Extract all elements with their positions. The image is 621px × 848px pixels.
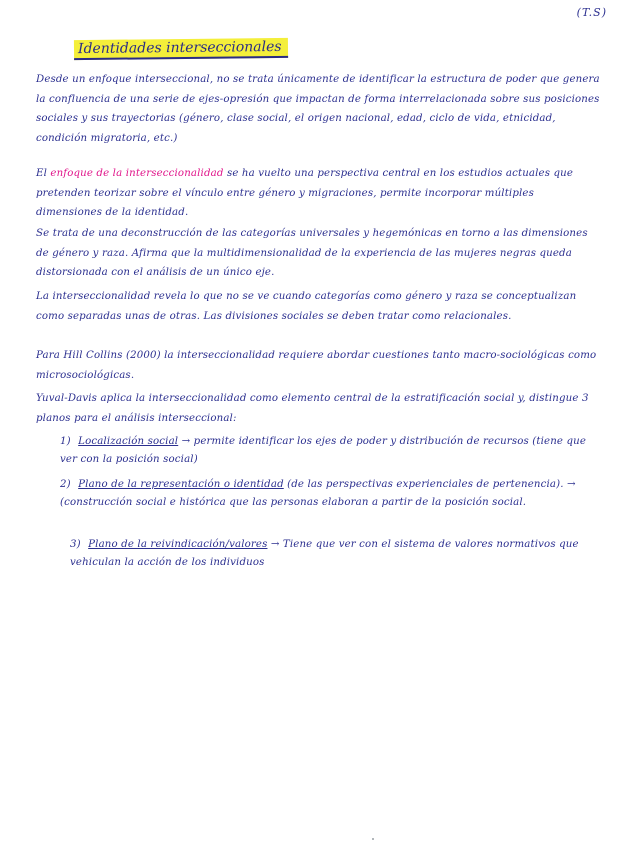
paragraph-revela: La interseccionalidad revela lo que no se ve cuando categorías como género y raza se conceptualizan como separadas unas de otras. Las divisiones sociales se deben tratar como relacionales. bbox=[36, 291, 577, 322]
list-text: → permite identificar los ejes de poder y distribución de recursos (tiene que ver con la posición social) bbox=[60, 436, 587, 465]
page-tag: (T.S) bbox=[576, 6, 607, 19]
list-number: 2) bbox=[60, 479, 71, 490]
paragraph-hill-collins: Para Hill Collins (2000) la interseccionalidad requiere abordar cuestiones tanto macro-sociológicas como microsociológicas. bbox=[36, 350, 597, 381]
list-number: 3) bbox=[70, 539, 81, 550]
list-term: Plano de la reivindicación/valores bbox=[88, 539, 268, 550]
list-text: → Tiene que ver con el sistema de valores normativos que vehiculan la acción de los individuos bbox=[70, 539, 579, 568]
list-item bbox=[70, 536, 600, 572]
title-wrapper bbox=[74, 37, 288, 59]
paragraph-enfoque bbox=[36, 164, 600, 223]
list-item bbox=[60, 476, 600, 512]
page-title: Identidades interseccionales bbox=[74, 38, 288, 60]
ink-dot bbox=[372, 838, 374, 840]
list-text: (de las perspectivas experienciales de pertenencia). → (construcción social e histórica que las personas elaboran a partir de la posición social. bbox=[60, 479, 576, 508]
paragraph-enfoque-prefix: El bbox=[36, 168, 47, 179]
list-term: Localización social bbox=[78, 436, 179, 447]
paragraph-deconstruccion: Se trata de una deconstrucción de las categorías universales y hegemónicas en torno a las dimensiones de género y raza. Afirma que la multidimensionalidad de la experiencia de las mujeres negras queda distorsionada con el análisis de un único eje. bbox=[36, 228, 588, 278]
list-item bbox=[60, 433, 600, 469]
paragraph-intro: Desde un enfoque interseccional, no se trata únicamente de identificar la estructura de poder que genera la confluencia de una serie de ejes-opresión que impactan de forma interrelacionada sobre sus posiciones sociales y sus trayectorias (género, clase social, el origen nacional, edad, ciclo de vida, etnicidad, condición migratoria, etc.) bbox=[36, 74, 600, 144]
paragraph-enfoque-rest: se ha vuelto una perspectiva central en los estudios actuales que pretenden teorizar sobre el vínculo entre género y migraciones, permite incorporar múltiples dimensiones de la identidad. bbox=[36, 168, 574, 218]
paragraph-yuval-davis: Yuval-Davis aplica la interseccionalidad como elemento central de la estratificación social y, distingue 3 planos para el análisis interseccional: bbox=[36, 393, 589, 424]
highlighted-term: enfoque de la interseccionalidad bbox=[50, 168, 224, 179]
list-number: 1) bbox=[60, 436, 71, 447]
list-term: Plano de la representación o identidad bbox=[78, 479, 284, 490]
